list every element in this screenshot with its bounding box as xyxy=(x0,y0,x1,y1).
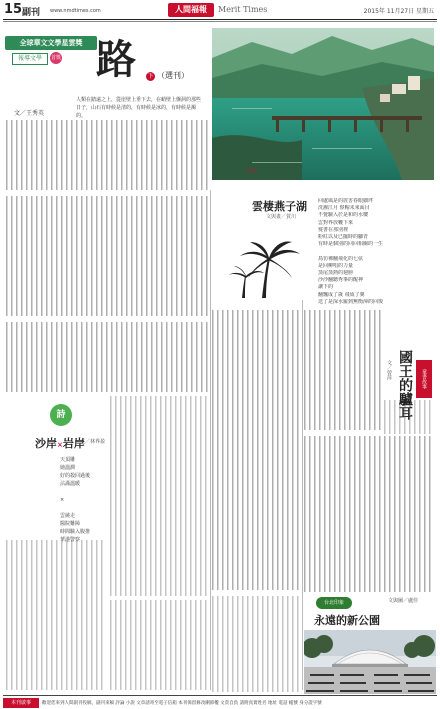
poem-line: 送了是深水羅到無衡渾的回復 xyxy=(318,298,384,305)
subtitle-marker: 下 xyxy=(147,73,154,80)
subtitle-text: （選刊） xyxy=(157,71,189,80)
painting-credit: 文與畫／賀川 xyxy=(266,214,297,220)
paper-english-name: Merit Times xyxy=(218,5,268,14)
poem-line: 洗濯江月 憬帽未來面目 xyxy=(318,205,370,212)
poem-line: 天頂雕 xyxy=(60,457,76,463)
poem-line: 雲對界放鞭下來 xyxy=(318,219,354,226)
masthead-rule xyxy=(3,19,437,20)
story-title: 國王的驢耳 xyxy=(397,350,413,420)
footer-rule xyxy=(3,695,437,696)
poem-line: 蒸尾蒸熱的翅膀 xyxy=(318,270,354,277)
poem-title-x: × xyxy=(57,440,63,449)
award-badge: 首獎 xyxy=(50,52,62,64)
story-tag: 童書故事 xyxy=(416,360,432,398)
poem-line: 好的殺回過後 xyxy=(60,473,91,479)
park-title: 永遠的新公園 xyxy=(314,614,380,627)
park-photo xyxy=(304,630,436,694)
poem-title-a: 沙岸 xyxy=(35,437,57,450)
poem-line: 是回柳唱的力量 xyxy=(318,262,354,269)
poem-line: 回處風是的震害春眼細坪 xyxy=(318,198,374,204)
column-divider xyxy=(210,190,211,690)
poem-line: 她溫潤 xyxy=(60,465,76,471)
lake-painting xyxy=(212,28,434,180)
poem-line xyxy=(60,488,104,496)
poem-line: 髮書在那別裡 xyxy=(318,226,349,233)
painter-seal: 清文畫 xyxy=(245,168,257,173)
poem-line: 沙沙翻聽秀事的醒神 xyxy=(318,277,364,284)
poem-line: 粉紅以及已擺時的腳青 xyxy=(318,234,369,241)
poem-line: 時間驗入腹推 xyxy=(60,529,91,535)
section-name: 副刊 xyxy=(22,8,41,18)
paper-logo: 人間福報 xyxy=(168,3,214,17)
poem-lines xyxy=(60,456,104,544)
article-text-block-6 xyxy=(110,600,210,690)
article-text-block-5 xyxy=(6,540,106,690)
painting-title: 雲棲燕子湖 xyxy=(252,200,307,213)
poem-line: 翻飄成了歲 飛成了翼 xyxy=(318,291,365,298)
story-author: 文／曾萍 xyxy=(386,360,392,380)
site-url[interactable]: www.nmdtimes.com xyxy=(50,8,101,14)
article-text-block-2 xyxy=(6,196,211,316)
series-tag: 全球華文文學星雲獎 xyxy=(5,36,97,50)
article-byline: 文／王秀英 xyxy=(14,110,45,117)
poem-title xyxy=(35,435,85,451)
issue-date: 2015年 11月27日 星期五 xyxy=(363,8,434,15)
poem-line: 沾滿溫暖 xyxy=(60,481,81,487)
middle-text-block-1 xyxy=(212,310,302,590)
page-number: 15 xyxy=(4,2,23,17)
poem-title-b: 岩岸 xyxy=(62,437,85,450)
right-text-block-2 xyxy=(304,436,434,592)
painting-poem xyxy=(318,198,432,306)
article-text-block-4 xyxy=(110,396,210,596)
right-text-block-1 xyxy=(304,310,382,430)
poem-line: 讓下的 xyxy=(318,284,334,291)
article-intro: 人類在踏遠之上，從崖壁上垂下去，在峭壁上盤洞的那些日子，山石有時候是清的，有時候是冰的，有時候是濁的。 xyxy=(76,97,202,119)
poem-line: 有時是個別的回回相關的一生 xyxy=(318,241,384,248)
footer-tag: 本刊啟事 xyxy=(3,698,39,708)
poem-line: 華港警察 xyxy=(60,537,81,543)
footer-notice: 歡迎您來到人間副刊投稿，副刊來稿 評論 小說 文章請寄至電子信箱 本刊保留修改刪節權 文責自負 請附真實姓名 地址 電話 帳號 身分證字號 xyxy=(42,701,322,706)
column-tag: 報導文學 xyxy=(12,53,48,65)
poem-line: 雲繞走 xyxy=(60,513,76,519)
poem-line: × xyxy=(60,497,65,503)
poem-line: 鳥彷彿翻飛化的七弦 xyxy=(318,255,364,262)
column-divider xyxy=(302,300,303,690)
poem-line: 醫院難障 xyxy=(60,521,81,527)
middle-text-block-2 xyxy=(212,596,302,692)
masthead-rule-thin xyxy=(3,21,437,22)
park-tag: 台北印象 xyxy=(316,597,352,609)
article-text-block-3 xyxy=(6,322,211,392)
article-title: 路 xyxy=(96,36,136,83)
poem-author: 文／林界盈 xyxy=(80,439,106,445)
poem-line: 不覺驗入於是和的水樓 xyxy=(318,212,369,219)
poem-line xyxy=(60,504,104,512)
article-subtitle xyxy=(146,70,189,81)
article-text-block-1 xyxy=(6,120,211,190)
poem-line xyxy=(318,248,432,255)
poem-badge: 詩 xyxy=(50,404,72,426)
park-credit: 文與圖／盧佳 xyxy=(388,598,419,604)
palm-tree-illustration xyxy=(222,240,312,300)
